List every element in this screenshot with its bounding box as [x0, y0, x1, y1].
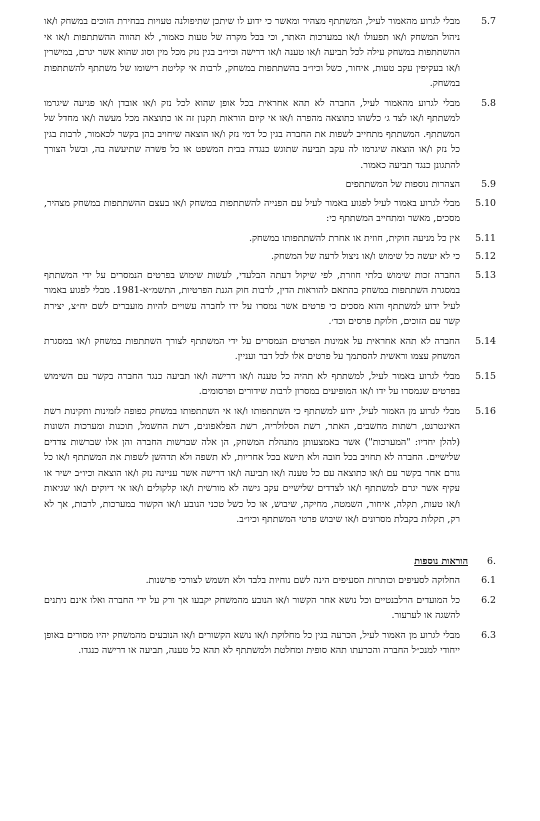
clause-text: החלוקה לסעיפים וכותרות הסעיפים הינה לשם נוחיות בלבד ולא תשמש לצורכי פרשנות. [145, 575, 460, 586]
clause-text: החברה לא תהא אחראית על אמינות הפרטים הנמסרים על ידי המשתתף לצורך השתתפות במשחק ו/או במסגרת המשחק עצמו וראשית להסתמך על פרטים אלו לכל דבר ועניין. [44, 335, 460, 362]
clause-number: 5.12 [475, 251, 496, 262]
clause-5-9 [44, 177, 496, 193]
clause-number: 6.2 [481, 594, 496, 606]
clause-number: 5.10 [475, 197, 496, 209]
clause-6-2 [44, 593, 496, 624]
clause-number: 5.16 [475, 405, 496, 417]
clause-5-11 [44, 231, 496, 247]
clause-number: 5.13 [475, 269, 496, 281]
clause-number: 5.15 [475, 370, 496, 382]
clause-text: מבלי לגרוע באמור לעיל לפגוע באמור לעיל עם הפנייה להשתתפות במשחק ו/או בעצם ההשתתפות במשחק מצהיר, מסכים, מאשר ומתחייב המשתתף כי: [44, 197, 460, 224]
clause-number: 5.7 [481, 16, 496, 27]
clause-5-12 [44, 249, 496, 265]
clause-text: מבלי לגרוע מהאמור לעיל, החברה לא תהא אחראית בכל אופן שהוא לכל נזק ו/או אובדן ו/או פגיעה שיגרמו למשתתף ו/או לצד ג׳ כלשהו כתוצאה מהפרה ו/או אי קיום הוראות תקנון זה או כתוצאה מכל מעשה ו/או מחדל של המשתתף. המשתתף מתחייב לשפות את החברה בגין כל דמי נזק ו/או הוצאה שיחויב בהן בקשר לכאמור, לרבות בגין כל נזק ו/או הוצאה שיגרמו לה עקב תביעה שתוגש כנגדה בבית המשפט או כל פשרה שתיעשה בה, ובשל הצורך להתגונן כנגד תביעה כאמור. [44, 97, 460, 171]
clause-number: 5.8 [481, 97, 496, 109]
clause-5-16 [44, 404, 496, 528]
clause-number: 5.14 [475, 335, 496, 347]
clause-6-1 [44, 573, 496, 589]
clause-text: כל המועדים הרלבנטיים וכל נושא אחר הקשור ו/או הנובע מהמשחק יקבעו אך ורק על ידי החברה ואלו אינם ניתנים להשגה או לערעור. [44, 594, 460, 621]
clause-5-8 [44, 96, 496, 174]
clause-number: 5.9 [481, 179, 496, 190]
clause-6-3 [44, 628, 496, 659]
clause-5-13 [44, 268, 496, 330]
clause-5-15 [44, 369, 496, 400]
section-title: הוראות נוספות [414, 555, 468, 567]
clause-heading-text: הצהרות נוספות של המשתתפים [345, 179, 460, 190]
clause-text: אין כל מניעה חוקית, חוזית או אחרת להשתתפותו במשחק. [249, 232, 460, 244]
clause-number: 5.11 [475, 232, 496, 244]
clause-number: 6.1 [481, 575, 496, 586]
clause-number: 6.3 [481, 629, 496, 641]
clause-text: החברה זכות שימוש בלתי חוזרת, לפי שיקול דעתה הבלעדי, לעשות שימוש בפרטים הנמסרים על ידי המשתתף במסגרת השתתפות במשחק בהתאם להוראות הדין, לרבות חוק הגנת הפרטיות, התשמ״א-1981. מבלי לפגוע באמור לעיל ידוע למשתתף והוא מסכים כי פרטים אשר נמסרו על ידו לחברה עשויים להיות מועברים לשם יח״צ, יצירת קשר עם הזוכים, חלוקת פרסים וכד׳. [44, 269, 461, 327]
section-heading [44, 554, 496, 570]
clause-text: מבלי לגרוע מן האמור לעיל, ידוע למשתתף כי השתתפותו ו/או אי השתתפותו במשחק כפופה לזמינות ותקינות רשת האינטרנט, רשתות מחשבים, האתר, רשת הסלולריה, רשת הפלאפונים, רשת החשמל, תוכנות ומערכות השונות (להלן יחדיו: "המערכות") אשר באמצעותן מתנהלת המשחק, הן אלה שברשות החברה והן אלו שברשות צדדים שלישיים. החברה לא תחויב בכל חובה ולא תישא בכל אחריות, לא תשפה ולא תדהשן לשפות את המשתתף ו/או כל גורם אחר בקשר עם ו/או כתוצאה עם כל טענה ו/או תביעה ו/או דרישה אשר עניינה נזק ו/או הוצאה וכיו״ב ישיר או עקיף אשר יגרם למשתתף ו/או לצדדים שלישיים עקב גישה לא מורשית ו/או קלקולים ו/או אי דיוקים ו/או שגיאות ו/או טעות, תקלה, איחור, השמטה, מחיקה, שיבוש, או כל כשל טכני הנובע ו/או הקשור במערכות, לרבות, אך לא רק, תקלות בקבלת מסרונים ו/או שיבוש פרטי המשתתף וכיו״ב. [44, 405, 460, 525]
clause-5-7 [44, 14, 496, 92]
clause-5-10 [44, 196, 496, 227]
clause-text: כי לא יעשה כל שימוש ו/או ניצול לרעה של המשחק. [271, 251, 460, 262]
section-number: 6. [487, 555, 496, 567]
clause-text: מבלי לגרוע מן האמור לעיל, הכרעה בגין כל מחלוקת ו/או נושא הקשורים ו/או הנובעים מהמשחק יהיו מסורים באופן ייחודי למנכ״ל החברה והכרעתו תהא סופית ומחלטת ולמשתתף לא תהא כל טענה, תביעה או דרישה כנגדו. [44, 629, 460, 656]
clause-text: מבלי לגרוע מהאמור לעיל, המשתתף מצהיר ומאשר כי ידוע לו שיתכן שתיפולנה טעויות בבחירת הזוכים במשחק ו/או ניהול המשחק ו/או תפעולו ו/או במערכות האתר, וכי בכל מקרה של טעות כאמור, לא תהווה ההשתתפות ו/או אי ההשתתפות במשחק עילה לכל תביעה ו/או טענה ו/או דרישה וכיו״ב בגין נזק מכל מין וסוג שהוא אשר יגרם, במישרין ו/או בעקיפין עקב טעות, איחור, כשל וכיו״ב בהשתתפות במשחק, לרבות אי קליטת רישומו של משתתף להשתתפות במשחק. [44, 16, 460, 89]
clause-text: מבלי לגרוע באמור לעיל, למשתתף לא תהיה כל טענה ו/או דרישה ו/או תביעה כנגד החברה בקשר עם השימוש בפרטים שנמסרו על ידו ו/או המופיעים במסרון לרבות שידורים ופרסומים. [44, 370, 460, 397]
clause-5-14 [44, 334, 496, 365]
